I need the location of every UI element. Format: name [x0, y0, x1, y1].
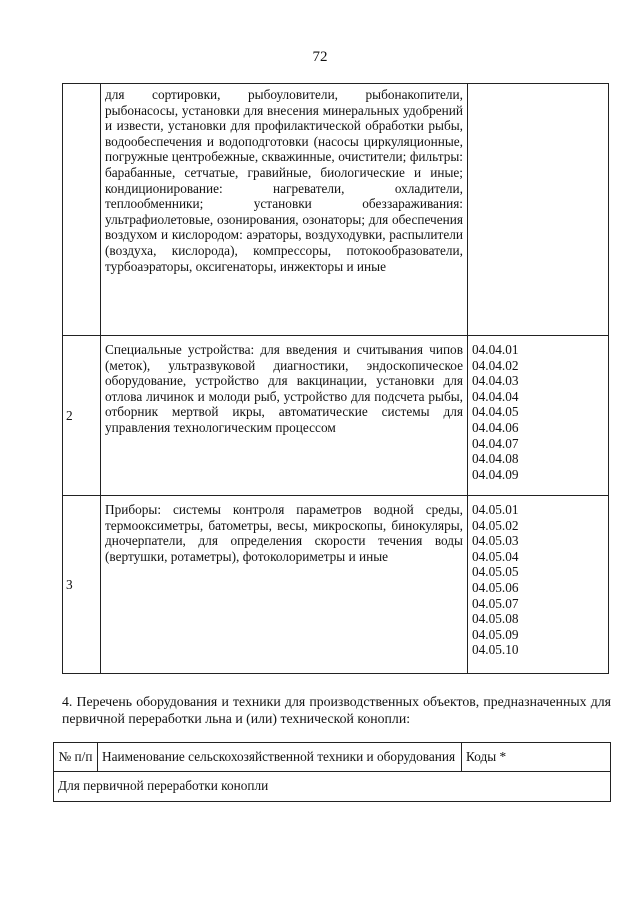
row-codes	[468, 336, 609, 496]
table-row	[54, 771, 611, 801]
code: 04.04.02	[472, 357, 519, 373]
equipment-table	[62, 83, 609, 674]
code: 04.05.08	[472, 611, 519, 627]
table-header-row	[54, 743, 611, 772]
code: 04.05.07	[472, 595, 519, 611]
code: 04.05.05	[472, 564, 519, 580]
code: 04.05.02	[472, 517, 519, 533]
code: 04.04.04	[472, 388, 519, 404]
row-description: Приборы: системы контроля параметров водной среды, термооксиметры, батометры, весы, микроскопы, бинокуляры, дночерпатели, для определения скорости течения воды (вертушки, ротаметры), фотоколориметры и иные	[101, 496, 468, 674]
column-header-name: Наименование сельскохозяйственной техники и оборудования	[98, 743, 462, 772]
code: 04.04.07	[472, 435, 519, 451]
code: 04.04.08	[472, 451, 519, 467]
page-number: 72	[312, 49, 328, 65]
table-row	[63, 84, 609, 336]
row-codes	[468, 84, 609, 336]
code: 04.04.06	[472, 419, 519, 435]
row-number	[63, 84, 101, 336]
row-codes	[468, 496, 609, 674]
row-description: для сортировки, рыбоуловители, рыбонакопители, рыбонасосы, установки для внесения минеральных удобрений и извести, установки для профилактической обработки рыбы, водообеспечения и водоподготовки (насосы циркуляционные, погружные центробежные, скважинные, очистители; фильтры: барабанные, сетчатые, гравийные, биологические и иные; кондиционирование: нагреватели, охладители, теплообменники; установки обеззараживания: ультрафиолетовые, озонирования, озонаторы; для обеспечения воздухом и кислородом: аэраторы, воздуходувки, распылители (воздуха, кислорода), компрессоры, потокообразователи, турбоаэраторы, оксигенаторы, инжекторы и иные	[101, 84, 468, 336]
column-header-number: № п/п	[54, 743, 98, 772]
row-number: 3	[63, 496, 101, 674]
code: 04.04.03	[472, 373, 519, 389]
code: 04.04.05	[472, 404, 519, 420]
code: 04.05.03	[472, 533, 519, 549]
code: 04.05.10	[472, 642, 519, 658]
code: 04.04.09	[472, 466, 519, 482]
column-header-codes: Коды *	[462, 743, 611, 772]
section-heading: 4. Перечень оборудования и техники для производственных объектов, предназначенных для первичной переработки льна и (или) технической конопли:	[62, 694, 611, 726]
code: 04.05.06	[472, 579, 519, 595]
code: 04.05.09	[472, 626, 519, 642]
table-row	[63, 496, 609, 674]
code: 04.05.04	[472, 548, 519, 564]
code: 04.04.01	[472, 342, 519, 357]
flax-hemp-table	[53, 742, 611, 802]
table-row	[63, 336, 609, 496]
row-description: Специальные устройства: для введения и считывания чипов (меток), ультразвуковой диагностики, эндоскопическое оборудование, устройство для вакцинации, установки для отлова личинок и молоди рыб, устройство для подсчета рыбы, отборник мертвой икры, автоматические системы для управления технологическим процессом	[101, 336, 468, 496]
subheading-cell: Для первичной переработки конопли	[54, 771, 611, 801]
code: 04.05.01	[472, 502, 519, 517]
row-number: 2	[63, 336, 101, 496]
